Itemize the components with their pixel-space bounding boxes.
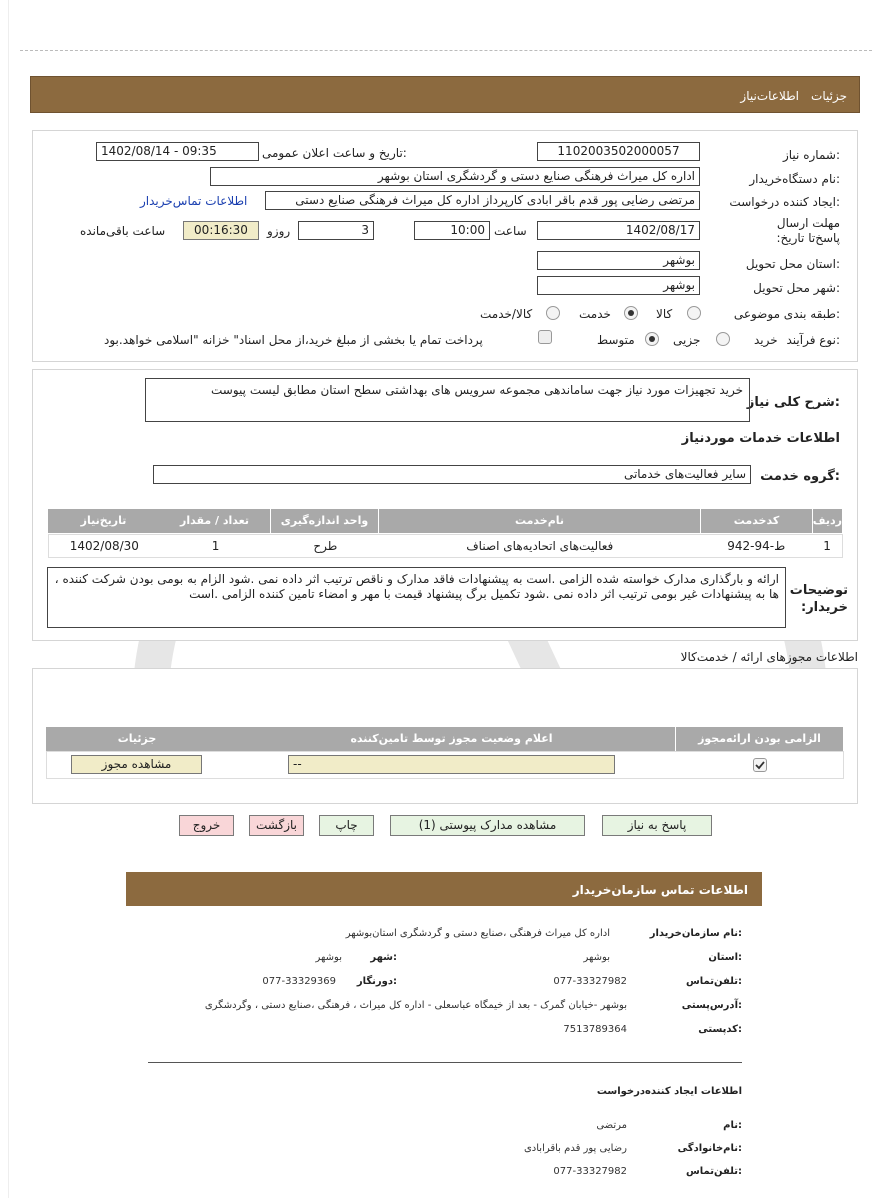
buyer-contact-link[interactable]: اطلاعات تماس‌خریدار (140, 194, 248, 208)
deadline-time-field: 10:00 (414, 221, 490, 240)
permits-table-header (46, 727, 844, 751)
category-option-service: خدمت (579, 307, 611, 321)
process-option-purchase: خرید (754, 333, 778, 347)
permit-status-field: -- (288, 755, 615, 774)
category-radio-goods[interactable] (687, 306, 701, 320)
col-unit: واحد اندازه‌گیری (271, 509, 379, 533)
contact-postal-value: 7513789364 (563, 1024, 627, 1035)
payment-text: پرداخت تمام یا بخشی از مبلغ خرید،از محل اسناد" خزانه "اسلامی خواهد.بود (104, 333, 483, 347)
table-row (48, 534, 843, 558)
time-label: ساعت (494, 224, 527, 238)
exit-button[interactable]: خروج (179, 815, 234, 836)
general-desc-field: خرید تجهیزات مورد نیاز جهت ساماندهی مجموعه سرویس های بهداشتی سطح استان مطابق لیست پیوست (145, 378, 750, 422)
remaining-label: ساعت باقی‌مانده (80, 224, 166, 238)
creator-family-value: رضایی پور قدم باقرابادی (523, 1143, 627, 1154)
cell-qty: 1 (211, 539, 220, 553)
org-label: نام سازمان‌خریدار: (649, 928, 742, 939)
contact-phone-value: 077-33327982 (553, 976, 627, 987)
process-option-minor: جزیی (673, 333, 701, 347)
cell-row: 1 (823, 539, 831, 553)
province-field: بوشهر (537, 251, 700, 270)
category-radio-service[interactable] (624, 306, 638, 320)
contact-divider (148, 1062, 742, 1063)
contact-postal-label: کدپستی: (698, 1024, 742, 1035)
check-icon (754, 759, 766, 771)
buyer-notes-label: توضیحات خریدار: (789, 583, 848, 615)
service-group-field: سایر فعالیت‌های خدماتی (153, 465, 751, 484)
need-number-field: 1102003502000057 (537, 142, 700, 161)
payment-checkbox[interactable] (538, 330, 552, 344)
province-label: استان محل تحویل: (745, 257, 840, 271)
col-status: اعلام وضعیت مجوز توسط تامین‌کننده (228, 727, 676, 751)
category-option-goods: کالا (656, 307, 673, 321)
category-radio-both[interactable] (546, 306, 560, 320)
city-label: شهر محل تحویل: (753, 281, 840, 295)
creator-field: مرتضی رضایی پور قدم باقر ابادی کارپرداز اداره کل میراث فرهنگی صنایع دستی (265, 191, 700, 210)
col-name: نام‌خدمت (379, 509, 701, 533)
buyer-field: اداره کل میراث فرهنگی صنایع دستی و گردشگری استان بوشهر (210, 167, 700, 186)
buyer-label: نام دستگاه‌خریدار: (749, 172, 840, 186)
contact-phone-label: تلفن‌تماس: (685, 976, 742, 987)
need-number-label: شماره نیاز: (782, 148, 840, 162)
col-required: الزامی بودن ارائه‌مجوز (676, 727, 844, 751)
creator-info-title: اطلاعات ایجاد کننده‌درخواست (596, 1086, 742, 1097)
col-code: کدخدمت (701, 509, 813, 533)
top-divider (20, 50, 872, 51)
contact-address-label: آدرس‌پستی: (681, 1000, 742, 1011)
city-field: بوشهر (537, 276, 700, 295)
tab-details[interactable]: جزئیات (811, 89, 847, 103)
attachments-button[interactable]: مشاهده مدارک پیوستی (1) (390, 815, 585, 836)
back-button[interactable]: بازگشت (249, 815, 304, 836)
announce-field: 1402/08/14 - 09:35 (96, 142, 259, 161)
days-label: روزو (267, 224, 291, 238)
col-row: ردیف (813, 509, 843, 533)
cell-unit: طرح (313, 539, 338, 553)
creator-name-label: نام: (723, 1120, 742, 1131)
general-desc-label: شرح کلی نیاز: (746, 395, 840, 410)
creator-label: ایجاد کننده درخواست: (729, 195, 840, 209)
contact-header (126, 872, 762, 906)
creator-name-value: مرتضی (596, 1120, 627, 1131)
cell-name: فعالیت‌های اتحادیه‌های اصناف (466, 539, 614, 553)
announce-label: تاریخ و ساعت اعلان عمومی: (262, 146, 407, 160)
creator-phone-value: 077-33327982 (553, 1166, 627, 1177)
remaining-time-field: 00:16:30 (183, 221, 259, 240)
page-header (30, 76, 860, 113)
creator-family-label: نام‌خانوادگی: (677, 1143, 742, 1154)
contact-title: اطلاعات تماس سازمان‌خریدار (572, 883, 748, 897)
contact-fax-label: دورنگار: (356, 976, 397, 987)
contact-province-label: استان: (708, 952, 742, 963)
creator-phone-label: تلفن‌تماس: (685, 1166, 742, 1177)
category-option-both: کالا/خدمت (480, 307, 533, 321)
service-group-label: گروه خدمت: (760, 469, 840, 484)
process-option-medium: متوسط (597, 333, 635, 347)
services-title: اطلاعات خدمات موردنیاز (681, 431, 840, 446)
cell-date: 1402/08/30 (69, 539, 139, 553)
buyer-notes-field: ارائه و بارگذاری مدارک خواسته شده الزامی .است به پیشنهادات فاقد مدارک و ناقص ترتیب اثر داده نمی .شود الزام به بومی بودن شرکت کننده ، ها به پیشنهادات غیر بومی ترتیب اثر داده نمی .شود تکمیل برگ پیشنهاد قیمت با مهر و امضاء تامین کننده الزامی .است (47, 567, 786, 628)
cell-code: ط-94-942 (727, 539, 786, 553)
category-label: طبقه بندی موضوعی: (733, 307, 840, 321)
contact-city-value: بوشهر (315, 952, 342, 963)
tab-need-info[interactable]: اطلاعات‌نیاز (740, 89, 799, 103)
deadline-label: مهلت ارسال پاسخ‌تا تاریخ: (776, 216, 840, 245)
org-value: اداره کل میراث فرهنگی ،صنایع دستی و گردشگری استان‌بوشهر (345, 928, 610, 939)
col-details: جزئیات (46, 727, 228, 751)
contact-province-value: بوشهر (583, 952, 610, 963)
services-table-header (48, 509, 843, 533)
contact-address-value: بوشهر -خیابان گمرک - بعد از خیمگاه عباسعلی - اداره کل میراث ، فرهنگی ،صنایع دستی ، وگردشگری (204, 1000, 627, 1011)
process-radio-minor[interactable] (716, 332, 730, 346)
days-field: 3 (298, 221, 374, 240)
need-info-panel (32, 130, 858, 362)
contact-fax-value: 077-33329369 (262, 976, 336, 987)
contact-city-label: شهر: (370, 952, 397, 963)
permits-title: اطلاعات مجوزهای ارائه / خدمت‌کالا (680, 650, 858, 664)
col-date: تاریخ‌نیاز (48, 509, 159, 533)
col-qty: تعداد / مقدار (159, 509, 271, 533)
process-label: نوع فرآیند: (786, 333, 840, 347)
required-checkbox (753, 758, 767, 772)
print-button[interactable]: چاپ (319, 815, 374, 836)
view-permit-button[interactable]: مشاهده مجوز (71, 755, 202, 774)
process-radio-medium[interactable] (645, 332, 659, 346)
deadline-date-field: 1402/08/17 (537, 221, 700, 240)
reply-button[interactable]: پاسخ به نیاز (602, 815, 712, 836)
page-left-border (8, 0, 9, 1198)
